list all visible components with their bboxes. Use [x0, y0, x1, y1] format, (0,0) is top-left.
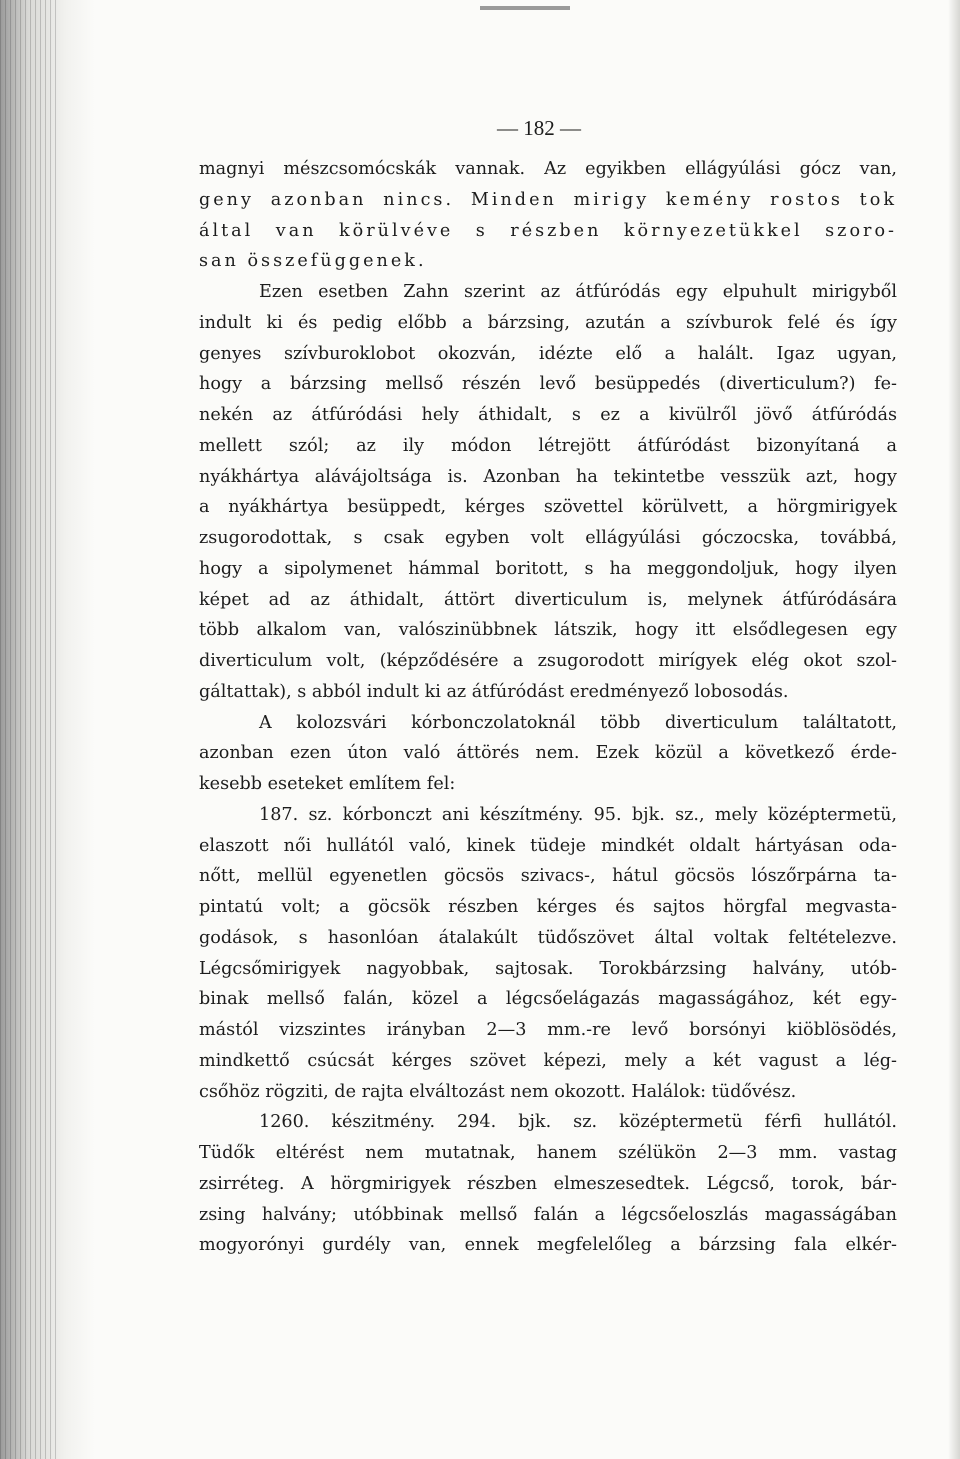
text-line: csőhöz rögziti, de rajta elváltozást nem okozott. Halálok: tüdővész.: [199, 1081, 797, 1102]
text-line: által van körülvéve s részben környezetükkel szoro-: [199, 220, 897, 241]
text-line: 1260. készitmény. 294. bjk. sz. középtermetü férfi hullától.: [259, 1112, 897, 1133]
page-number: — 182 —: [497, 116, 581, 140]
text-line: zsugorodottak, s csak egyben volt ellágyúlási góczocska, továbbá,: [199, 528, 897, 548]
text-line: binak mellső falán, közel a légcsőelágazás magasságához, két egy-: [199, 989, 897, 1010]
right-page-edge: [948, 0, 960, 1459]
text-line: genyes szívburoklobot okozván, idézte elő a halált. Igaz ugyan,: [199, 343, 897, 364]
text-line: godások, s hasonlóan átalakúlt tüdőszövet által voltak feltételezve.: [199, 927, 897, 948]
text-line: san összefüggenek.: [199, 251, 427, 272]
text-line: mástól vizszintes irányban 2—3 mm.-re levő borsónyi kiöblösödés,: [199, 1020, 897, 1040]
text-line: mindkettő csúcsát kérges szövet képezi, mely a két vagust a lég-: [199, 1050, 897, 1071]
top-scan-mark: [480, 6, 570, 10]
text-line: kesebb eseteket említem fel:: [199, 774, 456, 794]
text-line: pintatú volt; a göcsök részben kérges és sajtos hörgfal megvasta-: [199, 897, 897, 917]
text-line: a nyákhártya besüppedt, kérges szövettel körülvett, a hörgmirigyek: [199, 497, 897, 518]
text-line: 187. sz. kórbonczt ani készítmény. 95. bjk. sz., mely középtermetü,: [259, 804, 897, 825]
text-line: hogy a sipolymenet hámmal boritott, s ha meggondoljuk, hogy ilyen: [199, 558, 897, 579]
text-line: nyákhártya alávájoltsága is. Azonban ha tekintetbe vesszük azt, hogy: [199, 466, 897, 487]
text-line: zsing halvány; utóbbinak mellső falán a légcsőeloszlás magasságában: [199, 1204, 897, 1225]
text-line: A kolozsvári kórbonczolatoknál több diverticulum találtatott,: [259, 712, 897, 733]
text-line: magnyi mészcsomócskák vannak. Az egyikben ellágyúlási gócz van,: [199, 159, 897, 179]
text-line: geny azonban nincs. Minden mirigy kemény rostos tok: [199, 189, 897, 210]
text-line: diverticulum volt, (képződésére a zsugorodott mirígyek elég okot szol-: [199, 651, 897, 671]
text-line: képet ad az áthidalt, áttört diverticulum is, melynek átfúródására: [199, 589, 897, 610]
text-line: Ezen esetben Zahn szerint az átfúródás egy elpuhult mirigyből: [259, 282, 897, 302]
text-line: elaszott női hullától való, kinek tüdeje mindkét oldalt hártyásan oda-: [199, 835, 897, 856]
text-line: nekén az átfúródási hely áthidalt, s ez a kivülről jövő átfúródás: [199, 405, 897, 425]
text-line: azonban ezen úton való áttörés nem. Ezek közül a következő érde-: [199, 743, 897, 764]
text-line: mellett szól; az ily módon létrejött átfúródást bizonyítaná a: [199, 435, 897, 456]
text-line: nőtt, mellül egyenetlen göcsös szivacs-, hátul göcsös lószőrpárna ta-: [199, 866, 897, 887]
text-line: hogy a bárzsing mellső részén levő besüppedés (diverticulum?) fe-: [199, 374, 897, 395]
text-line: zsirréteg. A hörgmirigyek részben elmeszesedtek. Légcső, torok, bár-: [199, 1173, 897, 1194]
text-line: mogyorónyi gurdély van, ennek megfelelőleg a bárzsing fala elkér-: [199, 1235, 897, 1256]
body-text: [199, 154, 897, 1261]
text-line: Tüdők eltérést nem mutatnak, hanem szélükön 2—3 mm. vastag: [199, 1143, 897, 1163]
text-line: Légcsőmirigyek nagyobbak, sajtosak. Torokbárzsing halvány, utób-: [199, 958, 897, 979]
text-line: indult ki és pedig előbb a bárzsing, azután a szívburok felé és így: [199, 312, 897, 333]
text-line: gáltattak), s abból indult ki az átfúródást eredményező lobosodás.: [199, 681, 789, 702]
text-line: több alkalom van, valószinübbnek látszik, hogy itt elsődlegesen egy: [199, 620, 897, 641]
binding-page-edges: [0, 0, 60, 1459]
